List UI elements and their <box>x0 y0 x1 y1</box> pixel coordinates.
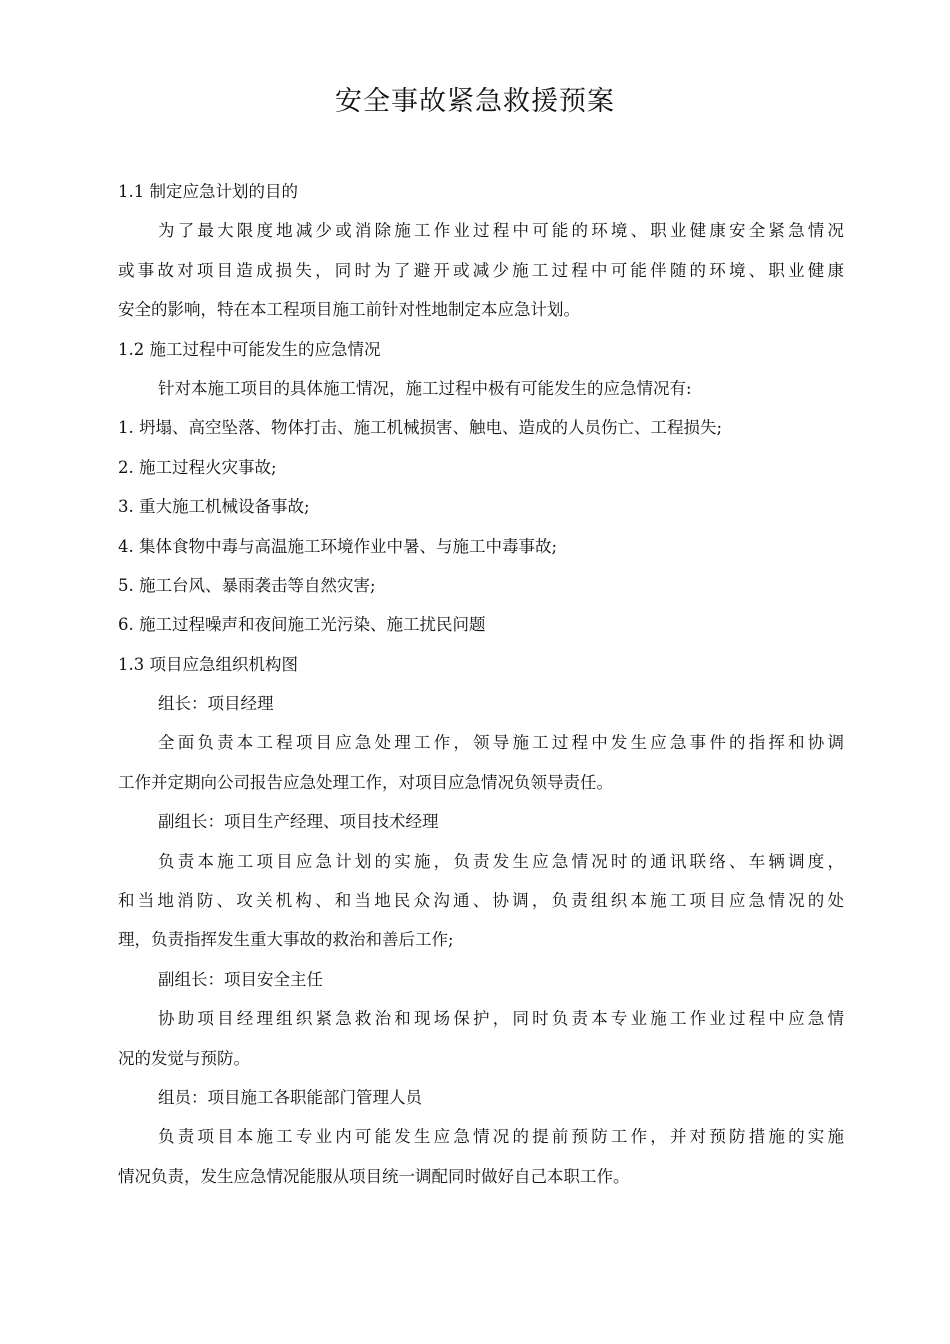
paragraph-line: 安全的影响，特在本工程项目施工前针对性地制定本应急计划。 <box>118 300 580 320</box>
list-item: 2. 施工过程火灾事故; <box>118 457 277 477</box>
list-item: 3. 重大施工机械设备事故; <box>118 497 310 517</box>
paragraph-line: 协助项目经理组织紧急救治和现场保护，同时负责本专业施工作业过程中应急情 <box>158 1009 844 1029</box>
role-label: 副组长：项目生产经理、项目技术经理 <box>158 812 439 832</box>
paragraph-line: 针对本施工项目的具体施工情况，施工过程中极有可能发生的应急情况有: <box>158 378 692 398</box>
paragraph-line: 和当地消防、攻关机构、和当地民众沟通、协调，负责组织本施工项目应急情况的处 <box>118 891 844 911</box>
paragraph-line: 情况负责，发生应急情况能服从项目统一调配同时做好自己本职工作。 <box>118 1166 630 1186</box>
paragraph-line: 负责项目本施工专业内可能发生应急情况的提前预防工作，并对预防措施的实施 <box>158 1127 844 1147</box>
list-item: 4. 集体食物中毒与高温施工环境作业中暑、与施工中毒事故; <box>118 536 558 556</box>
paragraph-line: 负责本施工项目应急计划的实施，负责发生应急情况时的通讯联络、车辆调度， <box>158 851 844 871</box>
paragraph-line: 况的发觉与预防。 <box>118 1048 250 1068</box>
section-heading-1-1: 1.1 制定应急计划的目的 <box>118 182 298 201</box>
paragraph-line: 为了最大限度地减少或消除施工作业过程中可能的环境、职业健康安全紧急情况 <box>158 221 844 241</box>
section-heading-1-3: 1.3 项目应急组织机构图 <box>118 654 298 674</box>
paragraph-line: 全面负责本工程项目应急处理工作，领导施工过程中发生应急事件的指挥和协调 <box>158 733 844 753</box>
section-heading-1-2: 1.2 施工过程中可能发生的应急情况 <box>118 339 381 359</box>
role-label: 副组长：项目安全主任 <box>158 969 323 989</box>
paragraph-line: 工作并定期向公司报告应急处理工作，对项目应急情况负领导责任。 <box>118 772 613 792</box>
list-item: 1. 坍塌、高空坠落、物体打击、施工机械损害、触电、造成的人员伤亡、工程损失; <box>118 418 723 438</box>
list-item: 6. 施工过程噪声和夜间施工光污染、施工扰民问题 <box>118 615 486 635</box>
document-title: 安全事故紧急救援预案 <box>335 86 615 117</box>
role-label: 组员：项目施工各职能部门管理人员 <box>158 1087 422 1107</box>
paragraph-line: 理，负责指挥发生重大事故的救治和善后工作; <box>118 930 454 950</box>
paragraph-line: 或事故对项目造成损失，同时为了避开或减少施工过程中可能伴随的环境、职业健康 <box>118 260 844 280</box>
list-item: 5. 施工台风、暴雨袭击等自然灾害; <box>118 575 376 595</box>
document-body <box>118 172 844 1196</box>
role-label: 组长：项目经理 <box>158 694 274 714</box>
